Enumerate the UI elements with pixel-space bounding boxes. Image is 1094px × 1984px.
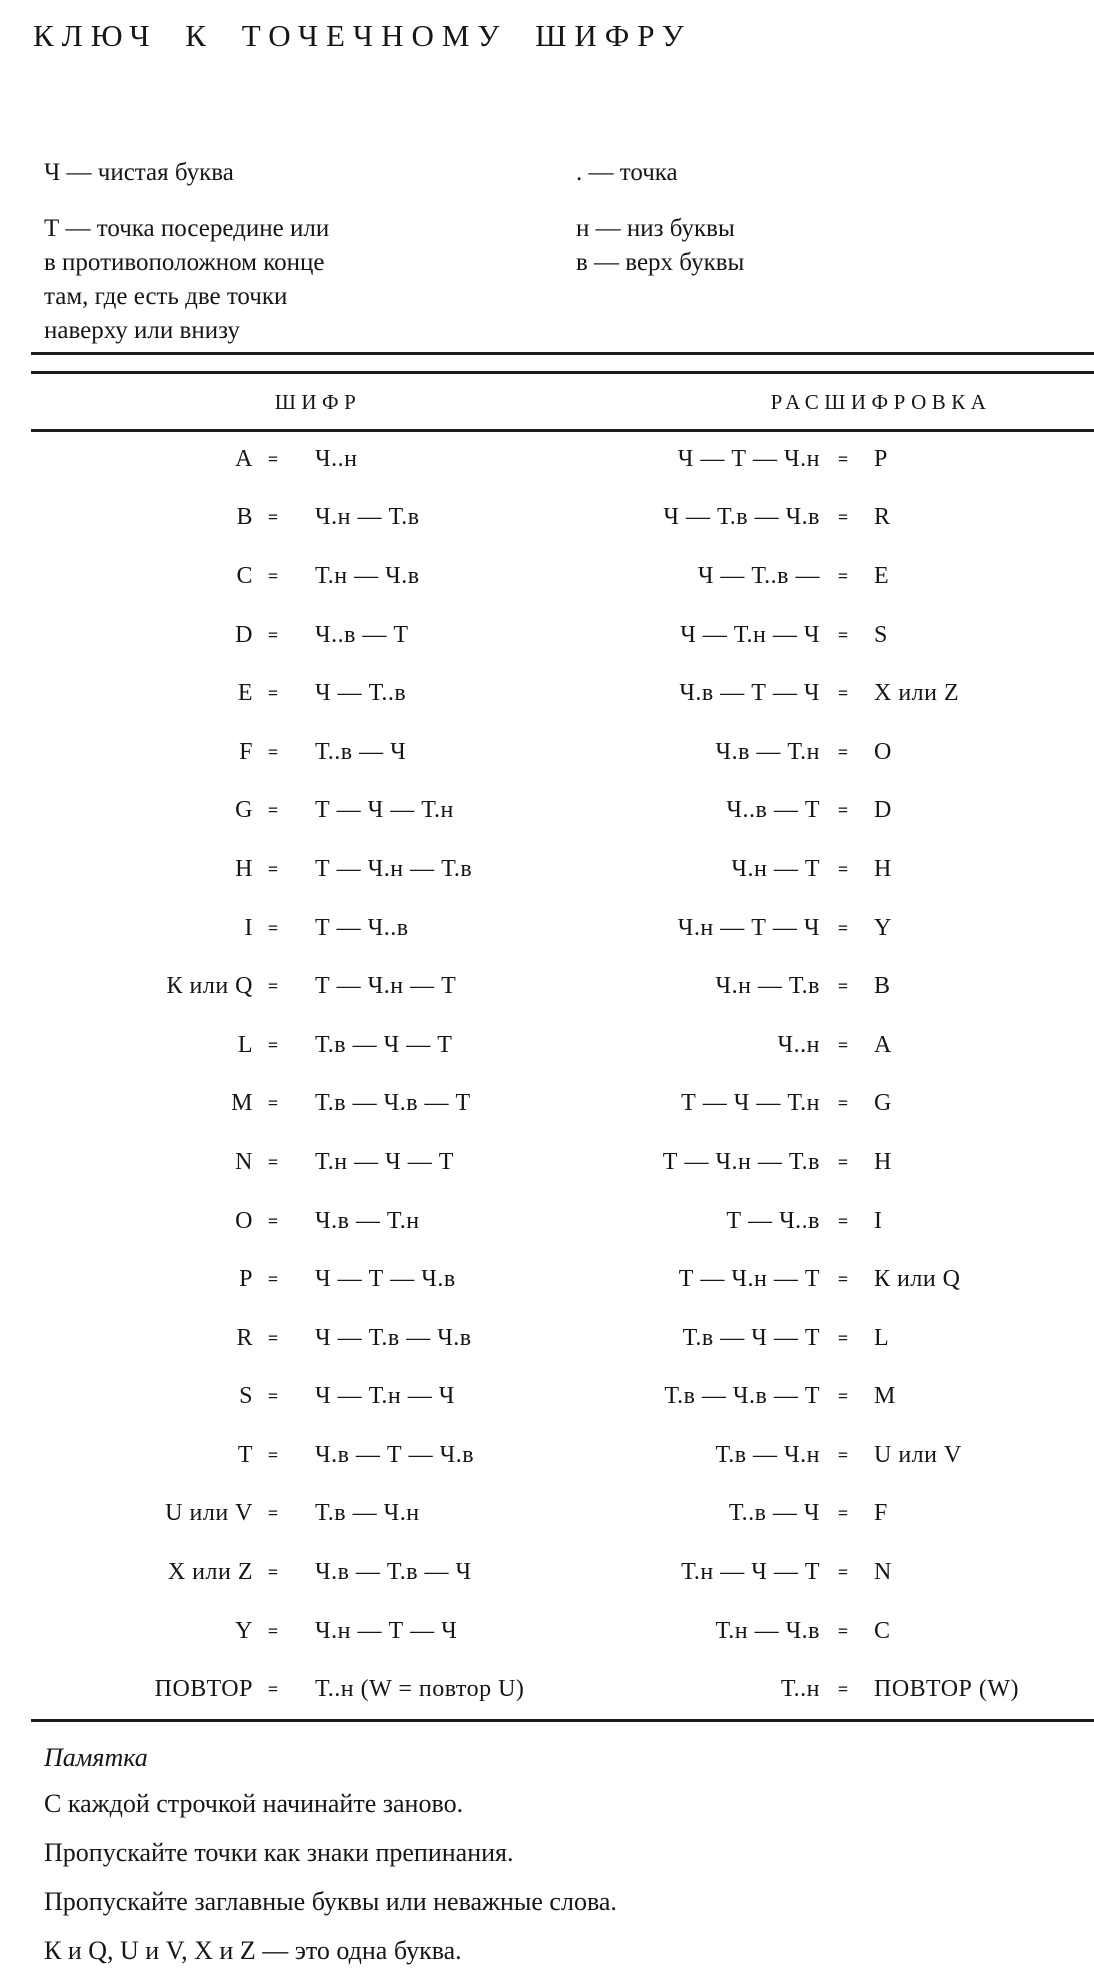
cipher-code: Т.в — Ч.в — Т xyxy=(315,1090,471,1117)
decode-code: Т.в — Ч.н xyxy=(715,1441,820,1468)
decode-equals-sign: = xyxy=(837,917,849,938)
legend-line: в противоположном конце xyxy=(44,249,325,276)
memo-line: С каждой строчкой начинайте заново. xyxy=(44,1789,464,1818)
decode-letter: S xyxy=(874,621,888,648)
decode-equals-sign: = xyxy=(837,1269,849,1290)
cipher-equals-sign: = xyxy=(267,1679,279,1700)
cipher-equals-sign: = xyxy=(267,917,279,938)
cipher-table-row xyxy=(0,1602,1094,1661)
cipher-equals-sign: = xyxy=(267,1444,279,1465)
page-title: КЛЮЧ К ТОЧЕЧНОМУ ШИФРУ xyxy=(33,18,692,53)
legend-line: н — низ буквы xyxy=(576,215,735,242)
decode-equals-sign: = xyxy=(837,1620,849,1641)
decode-code: Ч..в — Т xyxy=(726,797,820,824)
column-header-cipher: ШИФР xyxy=(274,390,362,414)
cipher-code: Ч — Т.н — Ч xyxy=(315,1383,455,1410)
cipher-code: Т.в — Ч — Т xyxy=(315,1031,453,1058)
cipher-table-row xyxy=(0,1660,1094,1719)
decode-code: Ч.в — Т.н xyxy=(715,738,820,765)
decode-equals-sign: = xyxy=(837,1151,849,1172)
decode-equals-sign: = xyxy=(837,624,849,645)
cipher-table-row xyxy=(0,899,1094,958)
cipher-code: Т — Ч..в xyxy=(315,914,409,941)
horizontal-rule-top-2 xyxy=(31,371,1094,374)
decode-code: Т.н — Ч.в xyxy=(715,1617,820,1644)
cipher-letter: К или Q xyxy=(166,973,253,1000)
cipher-equals-sign: = xyxy=(267,976,279,997)
cipher-table-row xyxy=(0,1016,1094,1075)
cipher-code: Ч.н — Т.в xyxy=(315,504,420,531)
cipher-code: Ч — Т.в — Ч.в xyxy=(315,1324,472,1351)
cipher-letter: R xyxy=(236,1324,253,1351)
decode-equals-sign: = xyxy=(837,1679,849,1700)
cipher-letter: B xyxy=(236,504,253,531)
decode-letter: I xyxy=(874,1207,883,1234)
decode-letter: R xyxy=(874,504,891,531)
decode-code: Ч.н — Т xyxy=(731,855,820,882)
decode-equals-sign: = xyxy=(837,565,849,586)
cipher-equals-sign: = xyxy=(267,800,279,821)
legend-dot: . — точка xyxy=(576,159,678,186)
horizontal-rule-table-bottom xyxy=(31,1719,1094,1722)
cipher-table-row xyxy=(0,957,1094,1016)
decode-letter: U или V xyxy=(874,1441,962,1468)
cipher-letter: F xyxy=(239,738,253,765)
cipher-code: Т.н — Ч.в xyxy=(315,562,420,589)
cipher-letter: Y xyxy=(235,1617,253,1644)
decode-code: Т — Ч — Т.н xyxy=(681,1090,820,1117)
cipher-equals-sign: = xyxy=(267,1562,279,1583)
memo-title: Памятка xyxy=(44,1743,148,1772)
decode-equals-sign: = xyxy=(837,1386,849,1407)
decode-code: Ч.н — Т.в xyxy=(715,973,820,1000)
cipher-table-row xyxy=(0,1485,1094,1544)
cipher-table-row xyxy=(0,1426,1094,1485)
decode-equals-sign: = xyxy=(837,800,849,821)
decode-equals-sign: = xyxy=(837,507,849,528)
horizontal-rule-top-1 xyxy=(31,352,1094,355)
cipher-code: Ч..н xyxy=(315,445,358,472)
cipher-code: Ч — Т — Ч.в xyxy=(315,1266,456,1293)
cipher-table-row xyxy=(0,664,1094,723)
cipher-letter: U или V xyxy=(165,1500,253,1527)
decode-code: Т — Ч.н — Т.в xyxy=(662,1148,820,1175)
decode-equals-sign: = xyxy=(837,1210,849,1231)
decode-code: Ч.н — Т — Ч xyxy=(677,914,820,941)
cipher-table-row xyxy=(0,1133,1094,1192)
cipher-letter: O xyxy=(235,1207,253,1234)
decode-letter: Y xyxy=(874,914,892,941)
cipher-equals-sign: = xyxy=(267,1503,279,1524)
cipher-equals-sign: = xyxy=(267,1151,279,1172)
decode-letter: F xyxy=(874,1500,888,1527)
cipher-code: Т — Ч.н — Т.в xyxy=(315,855,473,882)
cipher-equals-sign: = xyxy=(267,1327,279,1348)
decode-letter: ПОВТОР (W) xyxy=(874,1676,1020,1703)
decode-code: Т..в — Ч xyxy=(728,1500,820,1527)
decode-code: Т..н xyxy=(780,1676,820,1703)
decode-letter: G xyxy=(874,1090,892,1117)
decode-equals-sign: = xyxy=(837,1444,849,1465)
decode-code: Т.н — Ч — Т xyxy=(681,1559,820,1586)
decode-letter: X или Z xyxy=(874,680,960,707)
legend-bottom-top-note xyxy=(576,212,744,280)
legend-clean-letter: Ч — чистая буква xyxy=(44,159,234,186)
cipher-table-row xyxy=(0,606,1094,665)
decode-code: Т.в — Ч — Т xyxy=(682,1324,820,1351)
decode-equals-sign: = xyxy=(837,741,849,762)
cipher-equals-sign: = xyxy=(267,1620,279,1641)
cipher-table-body xyxy=(0,430,1094,1719)
cipher-table-row xyxy=(0,1309,1094,1368)
decode-equals-sign: = xyxy=(837,1562,849,1583)
cipher-equals-sign: = xyxy=(267,1269,279,1290)
cipher-equals-sign: = xyxy=(267,1093,279,1114)
memo-line: Пропускайте точки как знаки препинания. xyxy=(44,1838,514,1867)
cipher-letter: H xyxy=(235,855,253,882)
decode-equals-sign: = xyxy=(837,683,849,704)
decode-letter: C xyxy=(874,1617,891,1644)
decode-letter: B xyxy=(874,973,891,1000)
decode-code: Ч..н xyxy=(777,1031,820,1058)
decode-equals-sign: = xyxy=(837,976,849,997)
cipher-code: Ч.в — Т — Ч.в xyxy=(315,1441,475,1468)
cipher-table-row xyxy=(0,1543,1094,1602)
decode-equals-sign: = xyxy=(837,1034,849,1055)
decode-equals-sign: = xyxy=(837,1093,849,1114)
cipher-table-row xyxy=(0,840,1094,899)
cipher-letter: E xyxy=(237,680,253,707)
cipher-equals-sign: = xyxy=(267,1210,279,1231)
memo-line: Пропускайте заглавные буквы или неважные слова. xyxy=(44,1887,617,1916)
cipher-letter: D xyxy=(235,621,253,648)
cipher-letter: T xyxy=(237,1441,253,1468)
decode-code: Ч — Т — Ч.н xyxy=(677,445,820,472)
legend-line: Т — точка посередине или xyxy=(44,215,330,242)
cipher-table-row xyxy=(0,1192,1094,1251)
cipher-equals-sign: = xyxy=(267,1034,279,1055)
cipher-table-row xyxy=(0,1075,1094,1134)
cipher-code: Т.в — Ч.н xyxy=(315,1500,420,1527)
decode-code: Ч.в — Т — Ч xyxy=(679,680,820,707)
legend-dot-middle-note xyxy=(44,212,329,348)
cipher-code: Ч — Т..в xyxy=(315,680,407,707)
decode-letter: O xyxy=(874,738,892,765)
column-header-decode: РАСШИФРОВКА xyxy=(770,390,992,414)
decode-code: Ч — Т.н — Ч xyxy=(680,621,820,648)
legend-line: там, где есть две точки xyxy=(44,283,288,310)
decode-code: Т.в — Ч.в — Т xyxy=(664,1383,820,1410)
decode-equals-sign: = xyxy=(837,1503,849,1524)
cipher-equals-sign: = xyxy=(267,1386,279,1407)
cipher-letter: M xyxy=(231,1090,253,1117)
memo-section xyxy=(44,1737,617,1975)
cipher-table-row xyxy=(0,430,1094,489)
cipher-code: Т — Ч — Т.н xyxy=(315,797,454,824)
cipher-code: Т..н (W = повтор U) xyxy=(315,1676,525,1703)
decode-equals-sign: = xyxy=(837,858,849,879)
cipher-code: Ч.в — Т.н xyxy=(315,1207,420,1234)
cipher-equals-sign: = xyxy=(267,565,279,586)
decode-code: Т — Ч.н — Т xyxy=(678,1266,820,1293)
cipher-table-row xyxy=(0,723,1094,782)
cipher-equals-sign: = xyxy=(267,741,279,762)
cipher-equals-sign: = xyxy=(267,858,279,879)
cipher-letter: C xyxy=(236,562,253,589)
cipher-letter: I xyxy=(244,914,253,941)
decode-code: Ч — Т.в — Ч.в xyxy=(663,504,820,531)
decode-letter: A xyxy=(874,1031,892,1058)
cipher-letter: G xyxy=(235,797,253,824)
cipher-letter: ПОВТОР xyxy=(154,1676,253,1703)
memo-line: К и Q, U и V, X и Z — это одна буква. xyxy=(44,1936,462,1965)
cipher-equals-sign: = xyxy=(267,448,279,469)
legend-line: наверху или внизу xyxy=(44,317,240,344)
cipher-letter: P xyxy=(239,1266,253,1293)
decode-letter: D xyxy=(874,797,892,824)
cipher-code: Ч.в — Т.в — Ч xyxy=(315,1559,472,1586)
cipher-table-row xyxy=(0,489,1094,548)
cipher-letter: X или Z xyxy=(167,1559,253,1586)
decode-letter: L xyxy=(874,1324,890,1351)
cipher-table-row xyxy=(0,782,1094,841)
cipher-table-row xyxy=(0,547,1094,606)
cipher-letter: S xyxy=(239,1383,253,1410)
decode-letter: P xyxy=(874,445,888,472)
cipher-equals-sign: = xyxy=(267,624,279,645)
decode-equals-sign: = xyxy=(837,448,849,469)
cipher-equals-sign: = xyxy=(267,507,279,528)
decode-letter: H xyxy=(874,1148,892,1175)
cipher-code: Т — Ч.н — Т xyxy=(315,973,457,1000)
decode-letter: N xyxy=(874,1559,892,1586)
cipher-letter: A xyxy=(235,445,253,472)
decode-letter: К или Q xyxy=(874,1266,961,1293)
cipher-table-row xyxy=(0,1368,1094,1427)
cipher-equals-sign: = xyxy=(267,683,279,704)
decode-letter: E xyxy=(874,562,890,589)
cipher-code: Ч.н — Т — Ч xyxy=(315,1617,458,1644)
cipher-code: Ч..в — Т xyxy=(315,621,409,648)
cipher-code: Т..в — Ч xyxy=(315,738,407,765)
decode-equals-sign: = xyxy=(837,1327,849,1348)
decode-code: Ч — Т..в — xyxy=(697,562,820,589)
decode-code: Т — Ч..в xyxy=(726,1207,820,1234)
decode-letter: H xyxy=(874,855,892,882)
cipher-letter: N xyxy=(235,1148,253,1175)
cipher-table-row xyxy=(0,1250,1094,1309)
legend-line: в — верх буквы xyxy=(576,249,745,276)
cipher-code: Т.н — Ч — Т xyxy=(315,1148,454,1175)
decode-letter: M xyxy=(874,1383,896,1410)
cipher-letter: L xyxy=(237,1031,253,1058)
